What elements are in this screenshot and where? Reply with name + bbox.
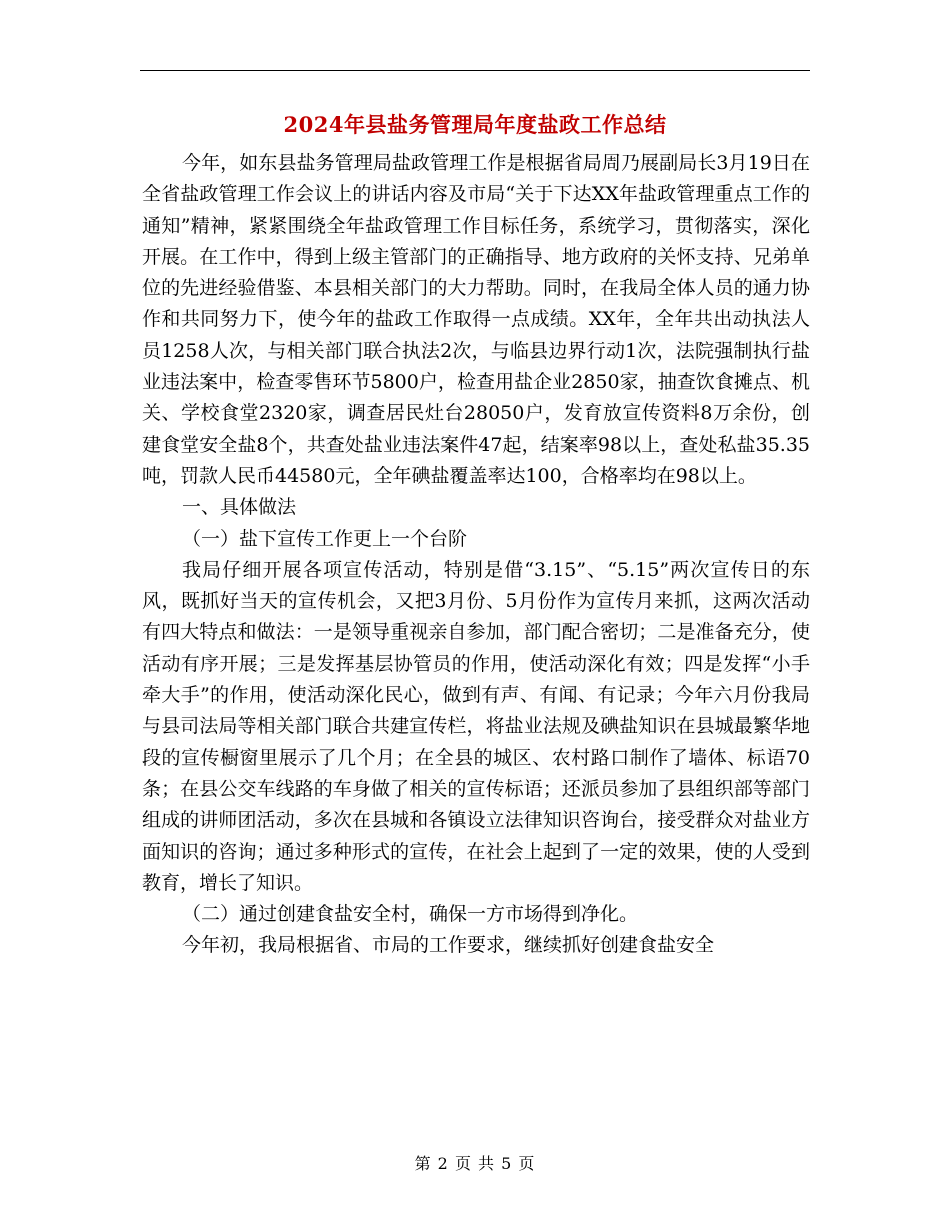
section-heading-1: 一、具体做法	[182, 496, 297, 519]
header-rule	[140, 70, 810, 71]
page-number-footer: 第 2 页 共 5 页	[414, 1154, 536, 1173]
paragraph-safe-village: 今年初，我局根据省、市局的工作要求，继续抓好创建食盐安全	[182, 934, 715, 957]
document-title: 2024年县盐务管理局年度盐政工作总结	[283, 112, 667, 137]
paragraph-intro: 今年，如东县盐务管理局盐政管理工作是根据省局周乃展副局长3月19日在全省盐政管理工作会议上的讲话内容及市局“关于下达XX年盐政管理重点工作的通知”精神，紧紧围绕全年盐政管理工作目标任务，系统学习，贯彻落实，深化开展。在工作中，得到上级主管部门的正确指导、地方政府的关怀支持、兄弟单位的先进经验借鉴、本县相关部门的大力帮助。同时，在我局全体人员的通力协作和共同努力下，使今年的盐政工作取得一点成绩。XX年，全年共出动执法人员1258人次，与相关部门联合执法2次，与临县边界行动1次，法院强制执行盐业违法案中，检查零售环节5800户，检查用盐企业2850家，抽查饮食摊点、机关、学校食堂2320家，调查居民灶台28050户，发育放宣传资料8万余份，创建食堂安全盐8个，共查处盐业违法案件47起，结案率98以上，查处私盐35.35吨，罚款人民币44580元，全年碘盐覆盖率达100，合格率均在98以上。	[142, 152, 810, 487]
subsection-heading-1: （一）盐下宣传工作更上一个台阶	[182, 527, 468, 550]
subsection-heading-2: （二）通过创建食盐安全村，确保一方市场得到净化。	[182, 903, 639, 926]
document-body	[142, 148, 810, 962]
paragraph-publicity: 我局仔细开展各项宣传活动，特别是借“3.15”、“5.15”两次宣传日的东风，既抓好当天的宣传机会，又把3月份、5月份作为宣传月来抓，这两次活动有四大特点和做法：一是领导重视亲自参加，部门配合密切；二是准备充分，使活动有序开展；三是发挥基层协管员的作用，使活动深化有效；四是发挥“小手牵大手”的作用，使活动深化民心，做到有声、有闻、有记录；今年六月份我局与县司法局等相关部门联合共建宣传栏，将盐业法规及碘盐知识在县城最繁华地段的宣传橱窗里展示了几个月；在全县的城区、农村路口制作了墙体、标语70条；在县公交车线路的车身做了相关的宣传标语；还派员参加了县组织部等部门组成的讲师团活动，多次在县城和各镇设立法律知识咨询台，接受群众对盐业方面知识的咨询；通过多种形式的宣传，在社会上起到了一定的效果，使的人受到教育，增长了知识。	[142, 558, 810, 894]
